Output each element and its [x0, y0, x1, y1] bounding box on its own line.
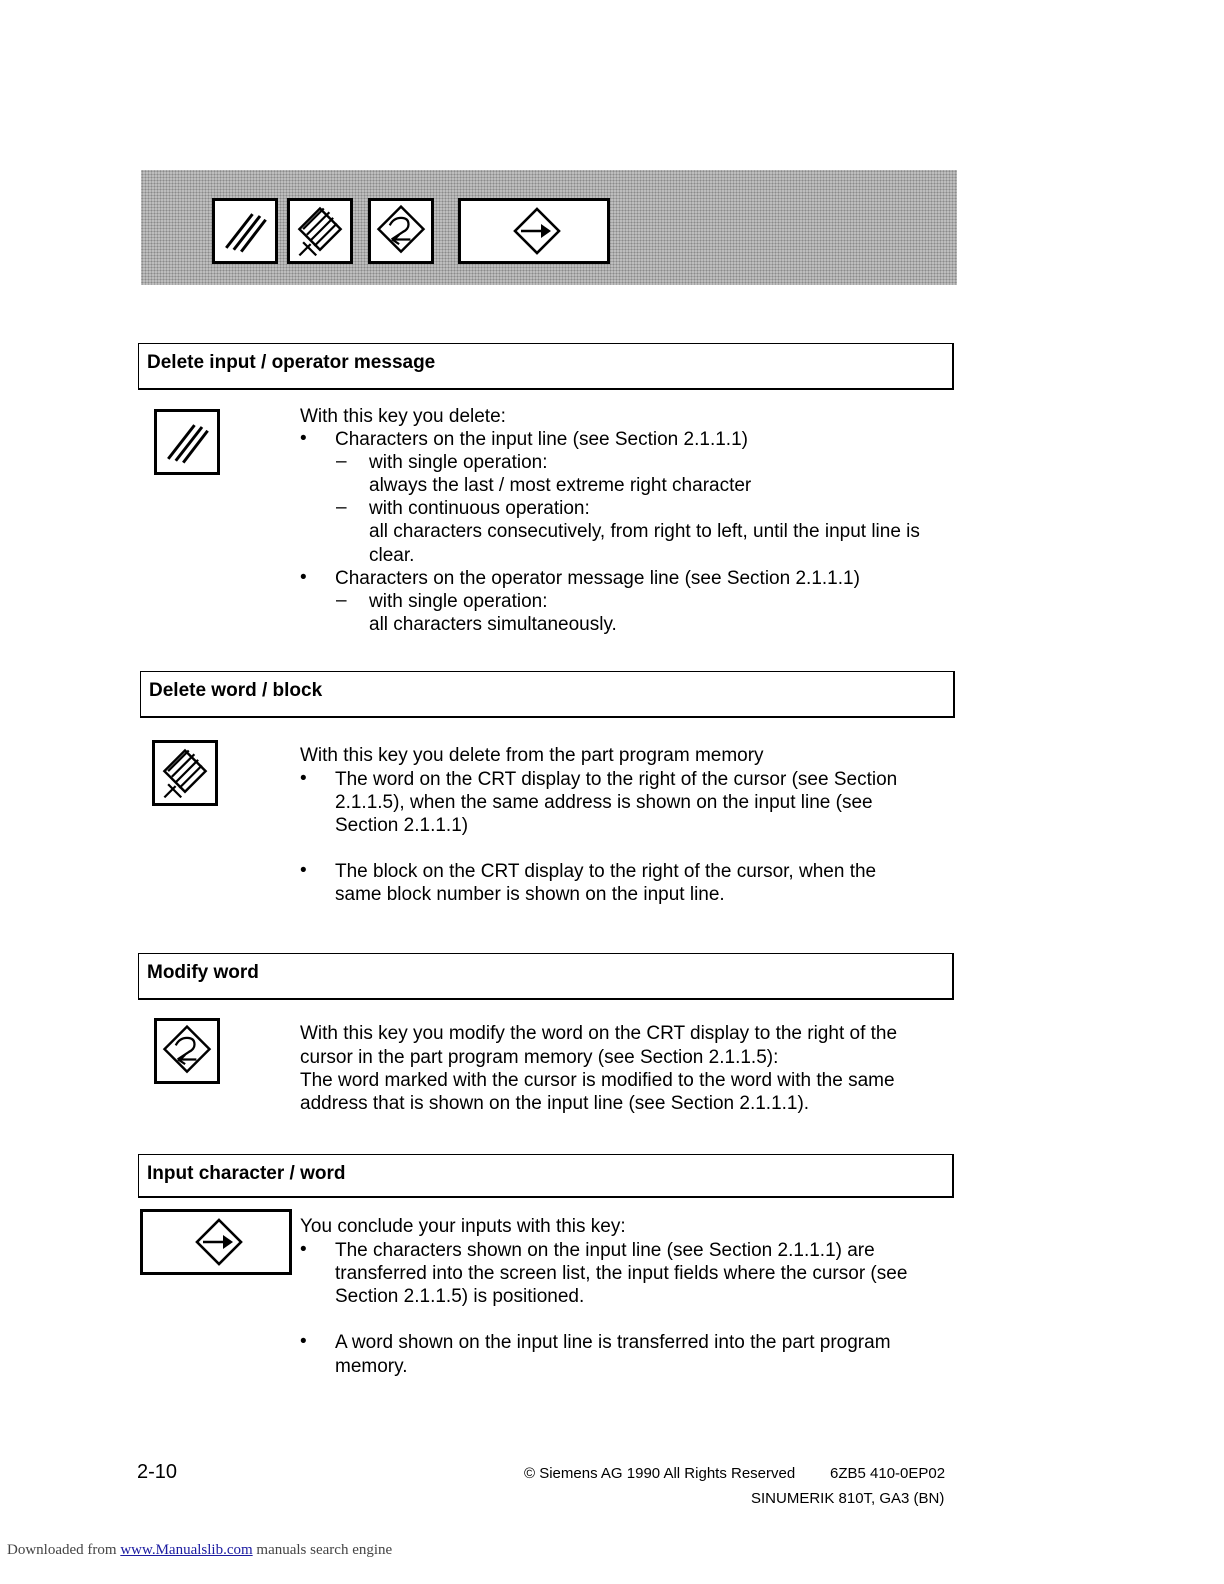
delete-word-key[interactable] — [287, 198, 353, 264]
section-heading-delete-word — [140, 671, 955, 718]
body-line: with continuous operation: — [369, 498, 590, 519]
delete-input-key-icon — [215, 201, 275, 261]
bullet: • — [300, 768, 307, 789]
body-line: cursor in the part program memory (see Section 2.1.1.5): — [300, 1047, 779, 1068]
input-key[interactable] — [458, 198, 610, 264]
download-watermark — [7, 1542, 392, 1559]
delete-input-key-icon — [157, 412, 217, 472]
body-line: same block number is shown on the input line. — [335, 884, 725, 905]
body-line: always the last / most extreme right character — [369, 475, 752, 496]
modify-word-key-icon — [371, 201, 431, 261]
section-intro: You conclude your inputs with this key: — [300, 1216, 626, 1237]
dash: – — [336, 590, 347, 611]
dash: – — [336, 451, 347, 472]
dash: – — [336, 497, 347, 518]
manualslib-link[interactable]: www.Manualslib.com — [120, 1542, 253, 1558]
body-line: clear. — [369, 545, 415, 566]
delete-word-key-icon — [155, 743, 215, 803]
body-line: with single operation: — [369, 591, 548, 612]
body-line: Characters on the input line (see Section 2.1.1.1) — [335, 429, 748, 450]
bullet: • — [300, 860, 307, 881]
modify-word-key[interactable] — [368, 198, 434, 264]
delete-input-key[interactable] — [154, 409, 220, 475]
watermark-prefix: Downloaded from — [7, 1542, 117, 1558]
body-line: The word on the CRT display to the right of the cursor (see Section — [335, 769, 898, 790]
input-key-icon — [143, 1212, 289, 1272]
page-number: 2-10 — [137, 1461, 178, 1483]
modify-word-key-icon — [157, 1021, 217, 1081]
bullet: • — [300, 567, 307, 588]
section-intro: With this key you delete from the part program memory — [300, 745, 764, 766]
body-line: With this key you modify the word on the CRT display to the right of the — [300, 1023, 898, 1044]
section-heading-modify-word — [138, 953, 954, 1000]
section-intro: With this key you delete: — [300, 406, 506, 427]
product-model: SINUMERIK 810T, GA3 (BN) — [751, 1490, 945, 1507]
section-heading-input — [138, 1154, 954, 1198]
body-line: transferred into the screen list, the input fields where the cursor (see — [335, 1263, 908, 1284]
body-line: memory. — [335, 1356, 408, 1377]
body-line: The block on the CRT display to the right of the cursor, when the — [335, 861, 877, 882]
modify-word-key[interactable] — [154, 1018, 220, 1084]
copyright: © Siemens AG 1990 All Rights Reserved — [524, 1465, 796, 1482]
bullet: • — [300, 1331, 307, 1352]
section-title: Modify word — [147, 962, 259, 983]
input-key-icon — [461, 201, 607, 261]
order-number: 6ZB5 410-0EP02 — [830, 1465, 946, 1482]
bullet: • — [300, 428, 307, 449]
body-line: Characters on the operator message line (see Section 2.1.1.1) — [335, 568, 860, 589]
body-line: all characters simultaneously. — [369, 614, 617, 635]
body-line: all characters consecutively, from right to left, until the input line is — [369, 521, 920, 542]
body-line: The word marked with the cursor is modified to the word with the same — [300, 1070, 895, 1091]
delete-input-key[interactable] — [212, 198, 278, 264]
key-strip — [141, 170, 957, 285]
bullet: • — [300, 1239, 307, 1260]
input-key[interactable] — [140, 1209, 292, 1275]
delete-word-key[interactable] — [152, 740, 218, 806]
body-line: Section 2.1.1.1) — [335, 815, 469, 836]
section-title: Delete word / block — [149, 680, 323, 701]
delete-word-key-icon — [290, 201, 350, 261]
body-line: address that is shown on the input line (see Section 2.1.1.1). — [300, 1093, 810, 1114]
section-title: Input character / word — [147, 1163, 346, 1184]
body-line: A word shown on the input line is transferred into the part program — [335, 1332, 891, 1353]
body-line: The characters shown on the input line (see Section 2.1.1.1) are — [335, 1240, 875, 1261]
body-line: 2.1.1.5), when the same address is shown on the input line (see — [335, 792, 873, 813]
body-line: with single operation: — [369, 452, 548, 473]
section-title: Delete input / operator message — [147, 352, 436, 373]
watermark-suffix: manuals search engine — [256, 1542, 393, 1558]
body-line: Section 2.1.1.5) is positioned. — [335, 1286, 585, 1307]
section-heading-delete-input — [138, 343, 954, 390]
